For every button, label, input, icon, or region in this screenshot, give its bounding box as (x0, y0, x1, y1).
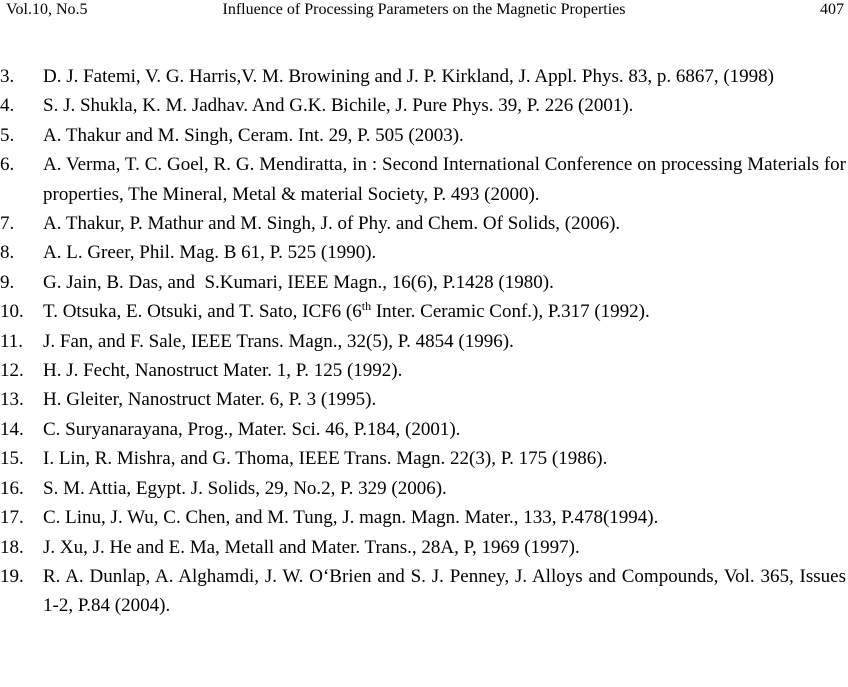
reference-item (0, 327, 848, 356)
reference-list (0, 62, 848, 621)
reference-item (0, 268, 848, 297)
reference-item (0, 415, 848, 444)
reference-text: C. Suryanarayana, Prog., Mater. Sci. 46, P.184, (2001). (43, 418, 461, 440)
reference-text: A. Thakur, P. Mathur and M. Singh, J. of Phy. and Chem. Of Solids, (2006). (43, 213, 621, 235)
reference-item (0, 150, 848, 209)
reference-text: G. Jain, B. Das, and S.Kumari, IEEE Magn., 16(6), P.1428 (1980). (43, 271, 554, 293)
reference-text: J. Xu, J. He and E. Ma, Metall and Mater. Trans., 28A, P, 1969 (1997). (43, 536, 580, 558)
reference-number: 4. (0, 95, 15, 117)
reference-item (0, 474, 848, 503)
reference-item (0, 238, 848, 267)
reference-number: 8. (0, 242, 15, 264)
reference-number: 17. (0, 507, 24, 529)
running-title: Influence of Processing Parameters on the Magnetic Properties (222, 1, 626, 18)
reference-text (43, 297, 846, 326)
reference-number: 3. (0, 66, 15, 87)
reference-number: 10. (0, 301, 24, 323)
reference-item (0, 533, 848, 562)
reference-item (0, 62, 848, 91)
reference-text-start: T. Otsuka, E. Otsuki, and T. Sato, ICF6 (6 (43, 301, 362, 323)
reference-item (0, 91, 848, 120)
reference-number: 13. (0, 389, 24, 411)
reference-item (0, 297, 848, 326)
reference-text: I. Lin, R. Mishra, and G. Thoma, IEEE Trans. Magn. 22(3), P. 175 (1986). (43, 448, 608, 470)
reference-text: A. Verma, T. C. Goel, R. G. Mendiratta, in : Second International Conference on processing Materials for properties, The Mineral, Metal & material Society, P. 493 (2000). (43, 154, 846, 205)
reference-number: 12. (0, 360, 24, 382)
reference-text-end: Inter. Ceramic Conf.), P.317 (1992). (371, 301, 650, 323)
reference-item (0, 385, 848, 414)
reference-item (0, 444, 848, 473)
reference-text: D. J. Fatemi, V. G. Harris,V. M. Browining and J. P. Kirkland, J. Appl. Phys. 83, p. 6867, (1998) (43, 66, 774, 87)
reference-item (0, 503, 848, 532)
reference-number: 9. (0, 271, 15, 293)
reference-text: H. Gleiter, Nanostruct Mater. 6, P. 3 (1995). (43, 389, 377, 411)
reference-text: S. M. Attia, Egypt. J. Solids, 29, No.2, P. 329 (2006). (43, 477, 447, 499)
reference-number: 6. (0, 154, 15, 176)
reference-number: 7. (0, 213, 15, 235)
reference-number: 19. (0, 565, 24, 587)
reference-number: 16. (0, 477, 24, 499)
reference-text: A. L. Greer, Phil. Mag. B 61, P. 525 (1990). (43, 242, 377, 264)
reference-text: S. J. Shukla, K. M. Jadhav. And G.K. Bichile, J. Pure Phys. 39, P. 226 (2001). (43, 95, 634, 117)
reference-item (0, 562, 848, 621)
running-header (0, 0, 848, 22)
reference-text: C. Linu, J. Wu, C. Chen, and M. Tung, J. magn. Magn. Mater., 133, P.478(1994). (43, 507, 659, 529)
volume-label: Vol.10, No.5 (6, 1, 88, 18)
reference-item (0, 209, 848, 238)
reference-number: 14. (0, 418, 24, 440)
reference-number: 18. (0, 536, 24, 558)
reference-text: R. A. Dunlap, A. Alghamdi, J. W. O‘Brien and S. J. Penney, J. Alloys and Compounds, Vol. 365, Issues 1-2, P.84 (2004). (43, 565, 846, 617)
page-number: 407 (820, 1, 844, 18)
reference-number: 5. (0, 124, 15, 146)
reference-item (0, 356, 848, 385)
reference-text: A. Thakur and M. Singh, Ceram. Int. 29, P. 505 (2003). (43, 124, 464, 146)
reference-item (0, 121, 848, 150)
reference-text: H. J. Fecht, Nanostruct Mater. 1, P. 125 (1992). (43, 360, 403, 382)
reference-number: 15. (0, 448, 24, 470)
reference-number: 11. (0, 330, 24, 352)
reference-text: J. Fan, and F. Sale, IEEE Trans. Magn., 32(5), P. 4854 (1996). (43, 330, 514, 352)
ordinal-superscript: th (361, 299, 372, 314)
